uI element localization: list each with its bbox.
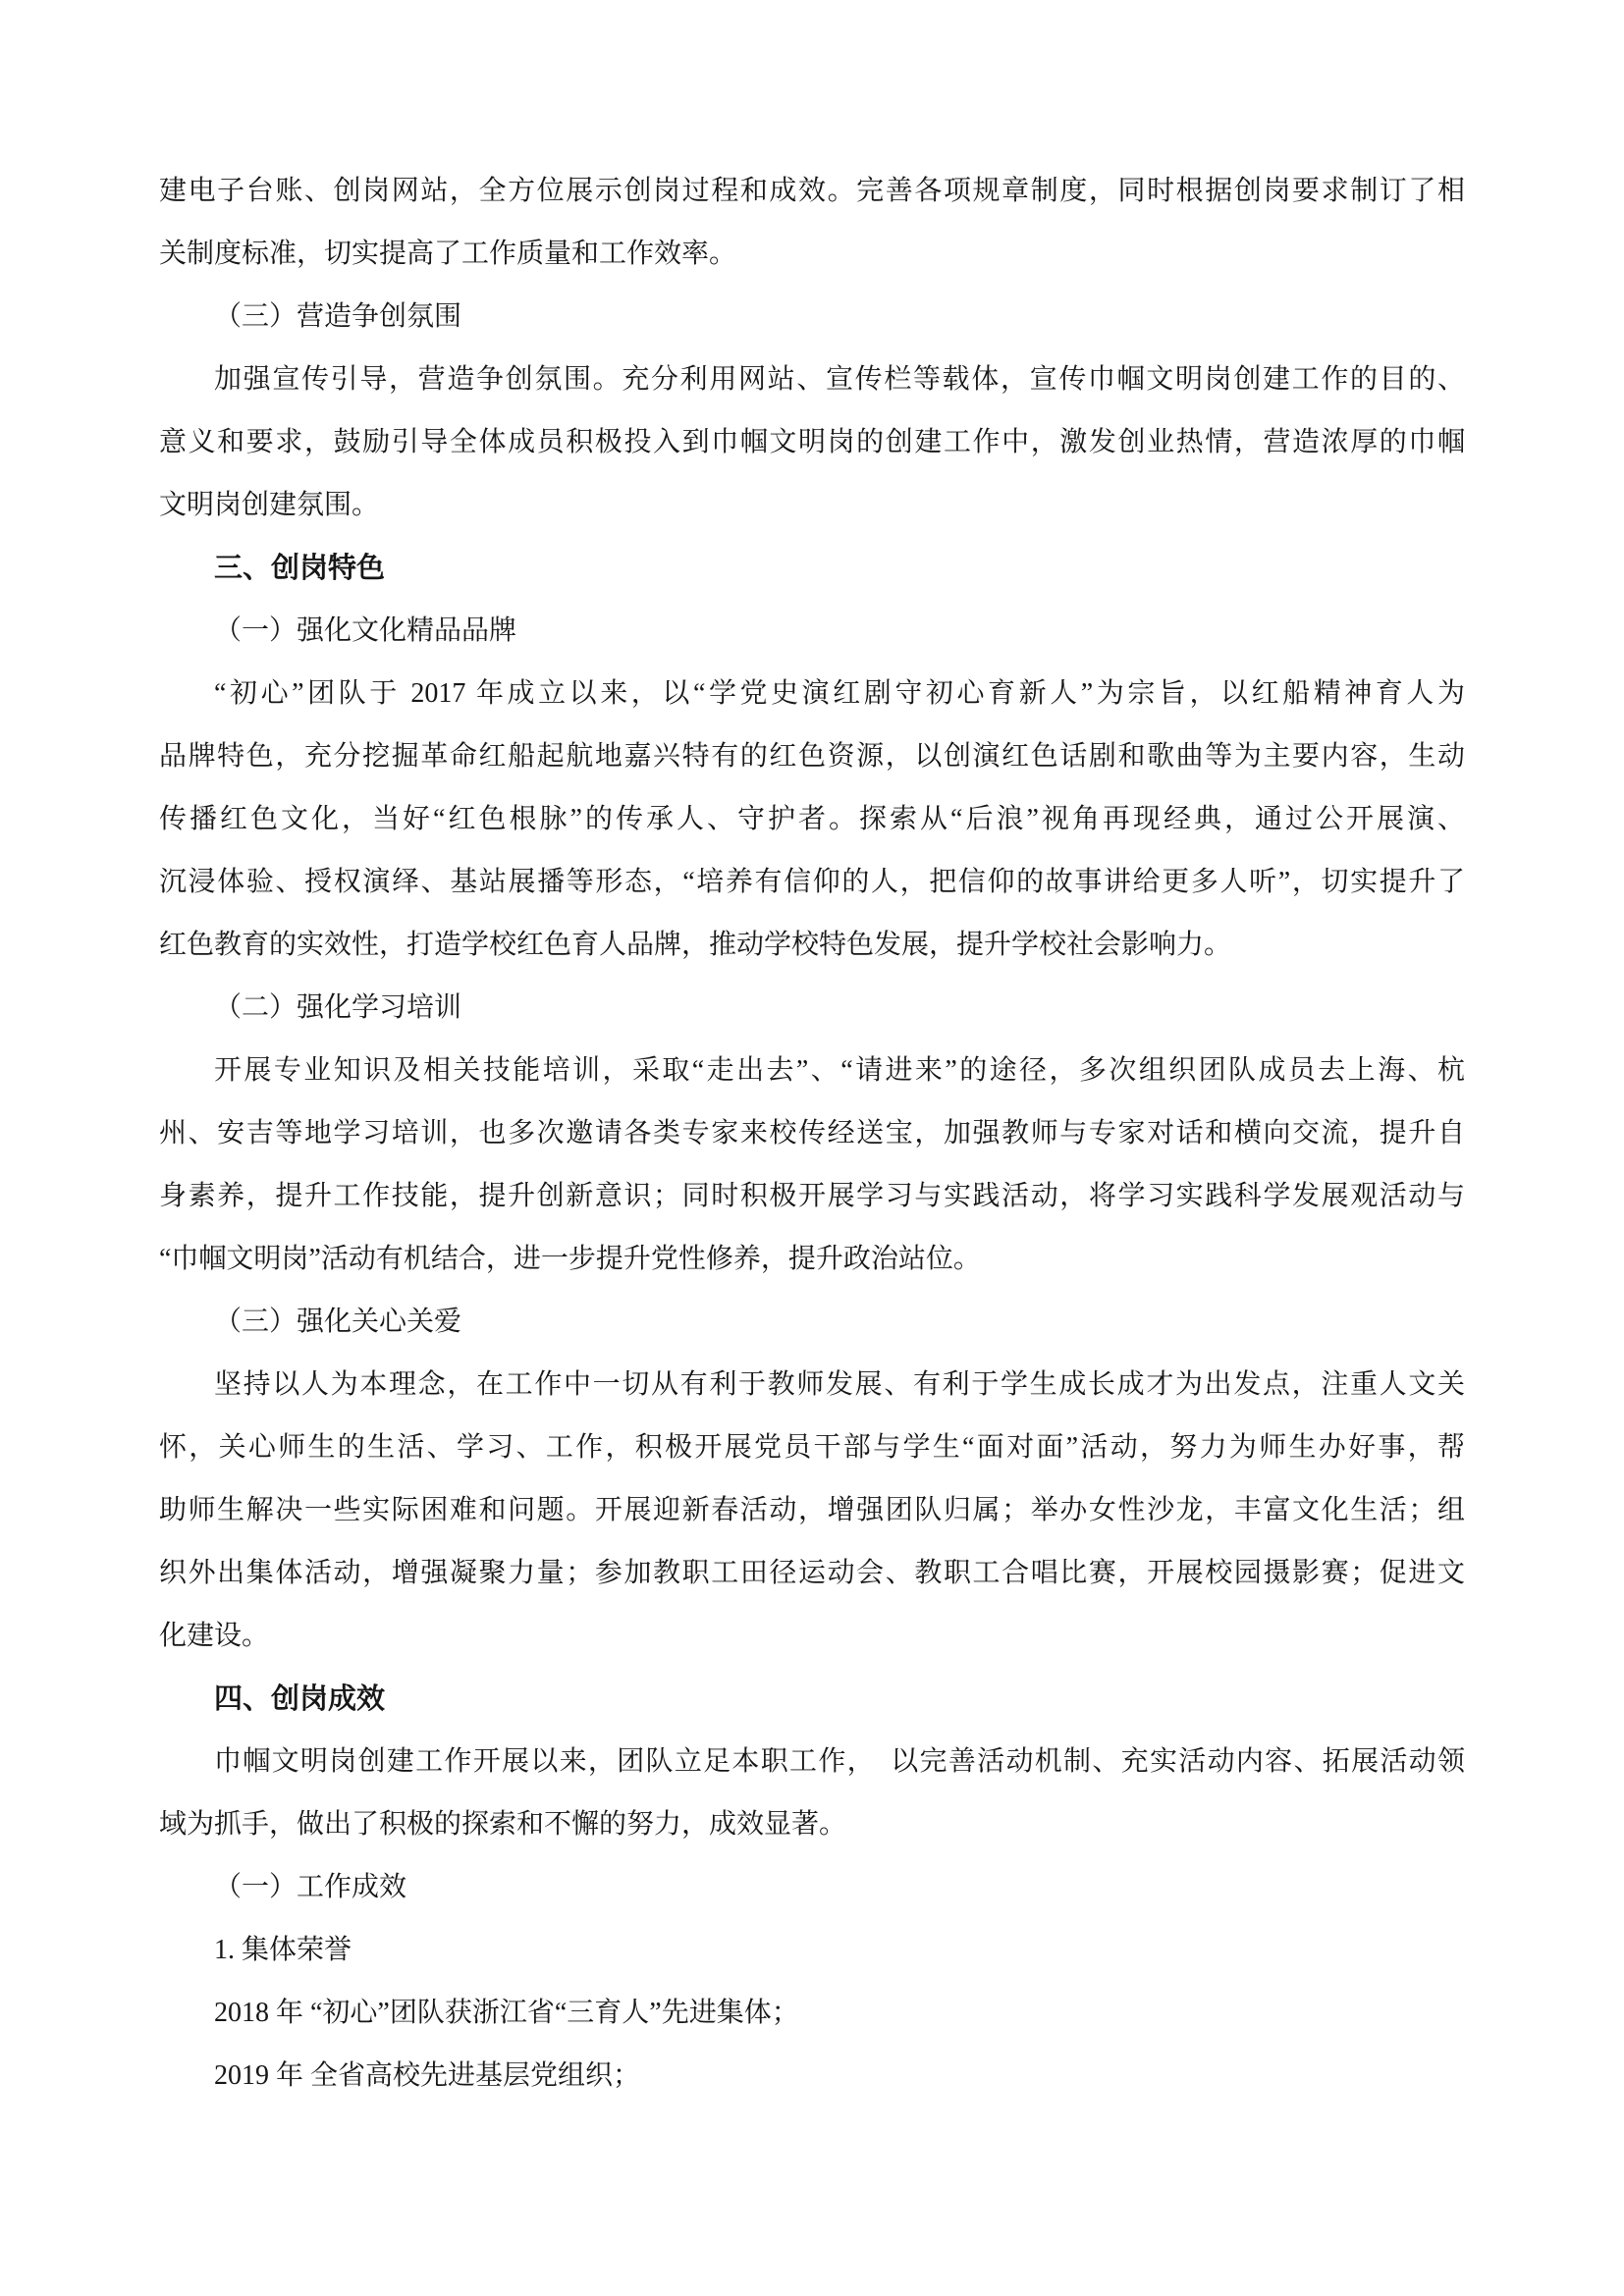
- body-line: “初心”团队于 2017 年成立以来，以“学党史演红剧守初心育新人”为宗旨，以红船精神育人为: [214, 678, 1465, 709]
- document-text-block: [159, 160, 1465, 2108]
- body-line: 州、安吉等地学习培训，也多次邀请各类专家来校传经送宝，加强教师与专家对话和横向交流，提升自: [159, 1118, 1465, 1148]
- body-line: 沉浸体验、授权演绎、基站展播等形态，“培养有信仰的人，把信仰的故事讲给更多人听”，切实提升了: [159, 867, 1465, 897]
- subsection-heading: （一）强化文化精品品牌: [214, 615, 517, 646]
- body-line: 关制度标准，切实提高了工作质量和工作效率。: [159, 239, 737, 269]
- body-line: 文明岗创建氛围。: [159, 490, 380, 520]
- body-line: “巾帼文明岗”活动有机结合，进一步提升党性修养，提升政治站位。: [159, 1244, 981, 1274]
- body-line: 织外出集体活动，增强凝聚力量；参加教职工田径运动会、教职工合唱比赛，开展校园摄影赛；促进文: [159, 1558, 1465, 1588]
- body-line: 开展专业知识及相关技能培训，采取“走出去”、“请进来”的途径，多次组织团队成员去上海、杭: [214, 1055, 1465, 1086]
- body-line: 红色教育的实效性，打造学校红色育人品牌，推动学校特色发展，提升学校社会影响力。: [159, 930, 1232, 960]
- body-line: 意义和要求，鼓励引导全体成员积极投入到巾帼文明岗的创建工作中，激发创业热情，营造浓厚的巾帼: [159, 427, 1465, 457]
- subsection-heading: （一）工作成效: [214, 1872, 407, 1902]
- subsection-heading: （三）营造争创氛围: [214, 301, 462, 332]
- section-heading: 三、创岗特色: [214, 553, 386, 584]
- body-line: 身素养，提升工作技能，提升创新意识；同时积极开展学习与实践活动，将学习实践科学发展观活动与: [159, 1181, 1465, 1211]
- body-line: 建电子台账、创岗网站，全方位展示创岗过程和成效。完善各项规章制度，同时根据创岗要求制订了相: [159, 176, 1465, 206]
- body-line: 化建设。: [159, 1621, 270, 1651]
- body-line: 加强宣传引导，营造争创氛围。充分利用网站、宣传栏等载体，宣传巾帼文明岗创建工作的目的、: [214, 364, 1465, 395]
- body-line: 域为抓手，做出了积极的探索和不懈的努力，成效显著。: [159, 1809, 847, 1840]
- subsection-heading: （三）强化关心关爱: [214, 1307, 462, 1337]
- section-heading: 四、创岗成效: [214, 1683, 386, 1715]
- body-line: 品牌特色，充分挖掘革命红船起航地嘉兴特有的红色资源，以创演红色话剧和歌曲等为主要内容，生动: [159, 741, 1465, 772]
- achievement-line: 2018 年 “初心”团队获浙江省“三育人”先进集体；: [214, 1998, 799, 2028]
- body-line: 传播红色文化，当好“红色根脉”的传承人、守护者。探索从“后浪”视角再现经典，通过公开展演、: [159, 804, 1465, 834]
- subsection-heading: （二）强化学习培训: [214, 992, 462, 1023]
- body-line: 坚持以人为本理念，在工作中一切从有利于教师发展、有利于学生成长成才为出发点，注重人文关: [214, 1369, 1465, 1400]
- achievement-line: 2019 年 全省高校先进基层党组织；: [214, 2060, 641, 2091]
- body-line: 怀，关心师生的生活、学习、工作，积极开展党员干部与学生“面对面”活动，努力为师生办好事，帮: [159, 1432, 1465, 1463]
- body-line: 助师生解决一些实际困难和问题。开展迎新春活动，增强团队归属；举办女性沙龙，丰富文化生活；组: [159, 1495, 1465, 1525]
- list-item-heading: 1. 集体荣誉: [214, 1935, 352, 1965]
- body-line: 巾帼文明岗创建工作开展以来，团队立足本职工作， 以完善活动机制、充实活动内容、拓展活动领: [214, 1746, 1465, 1777]
